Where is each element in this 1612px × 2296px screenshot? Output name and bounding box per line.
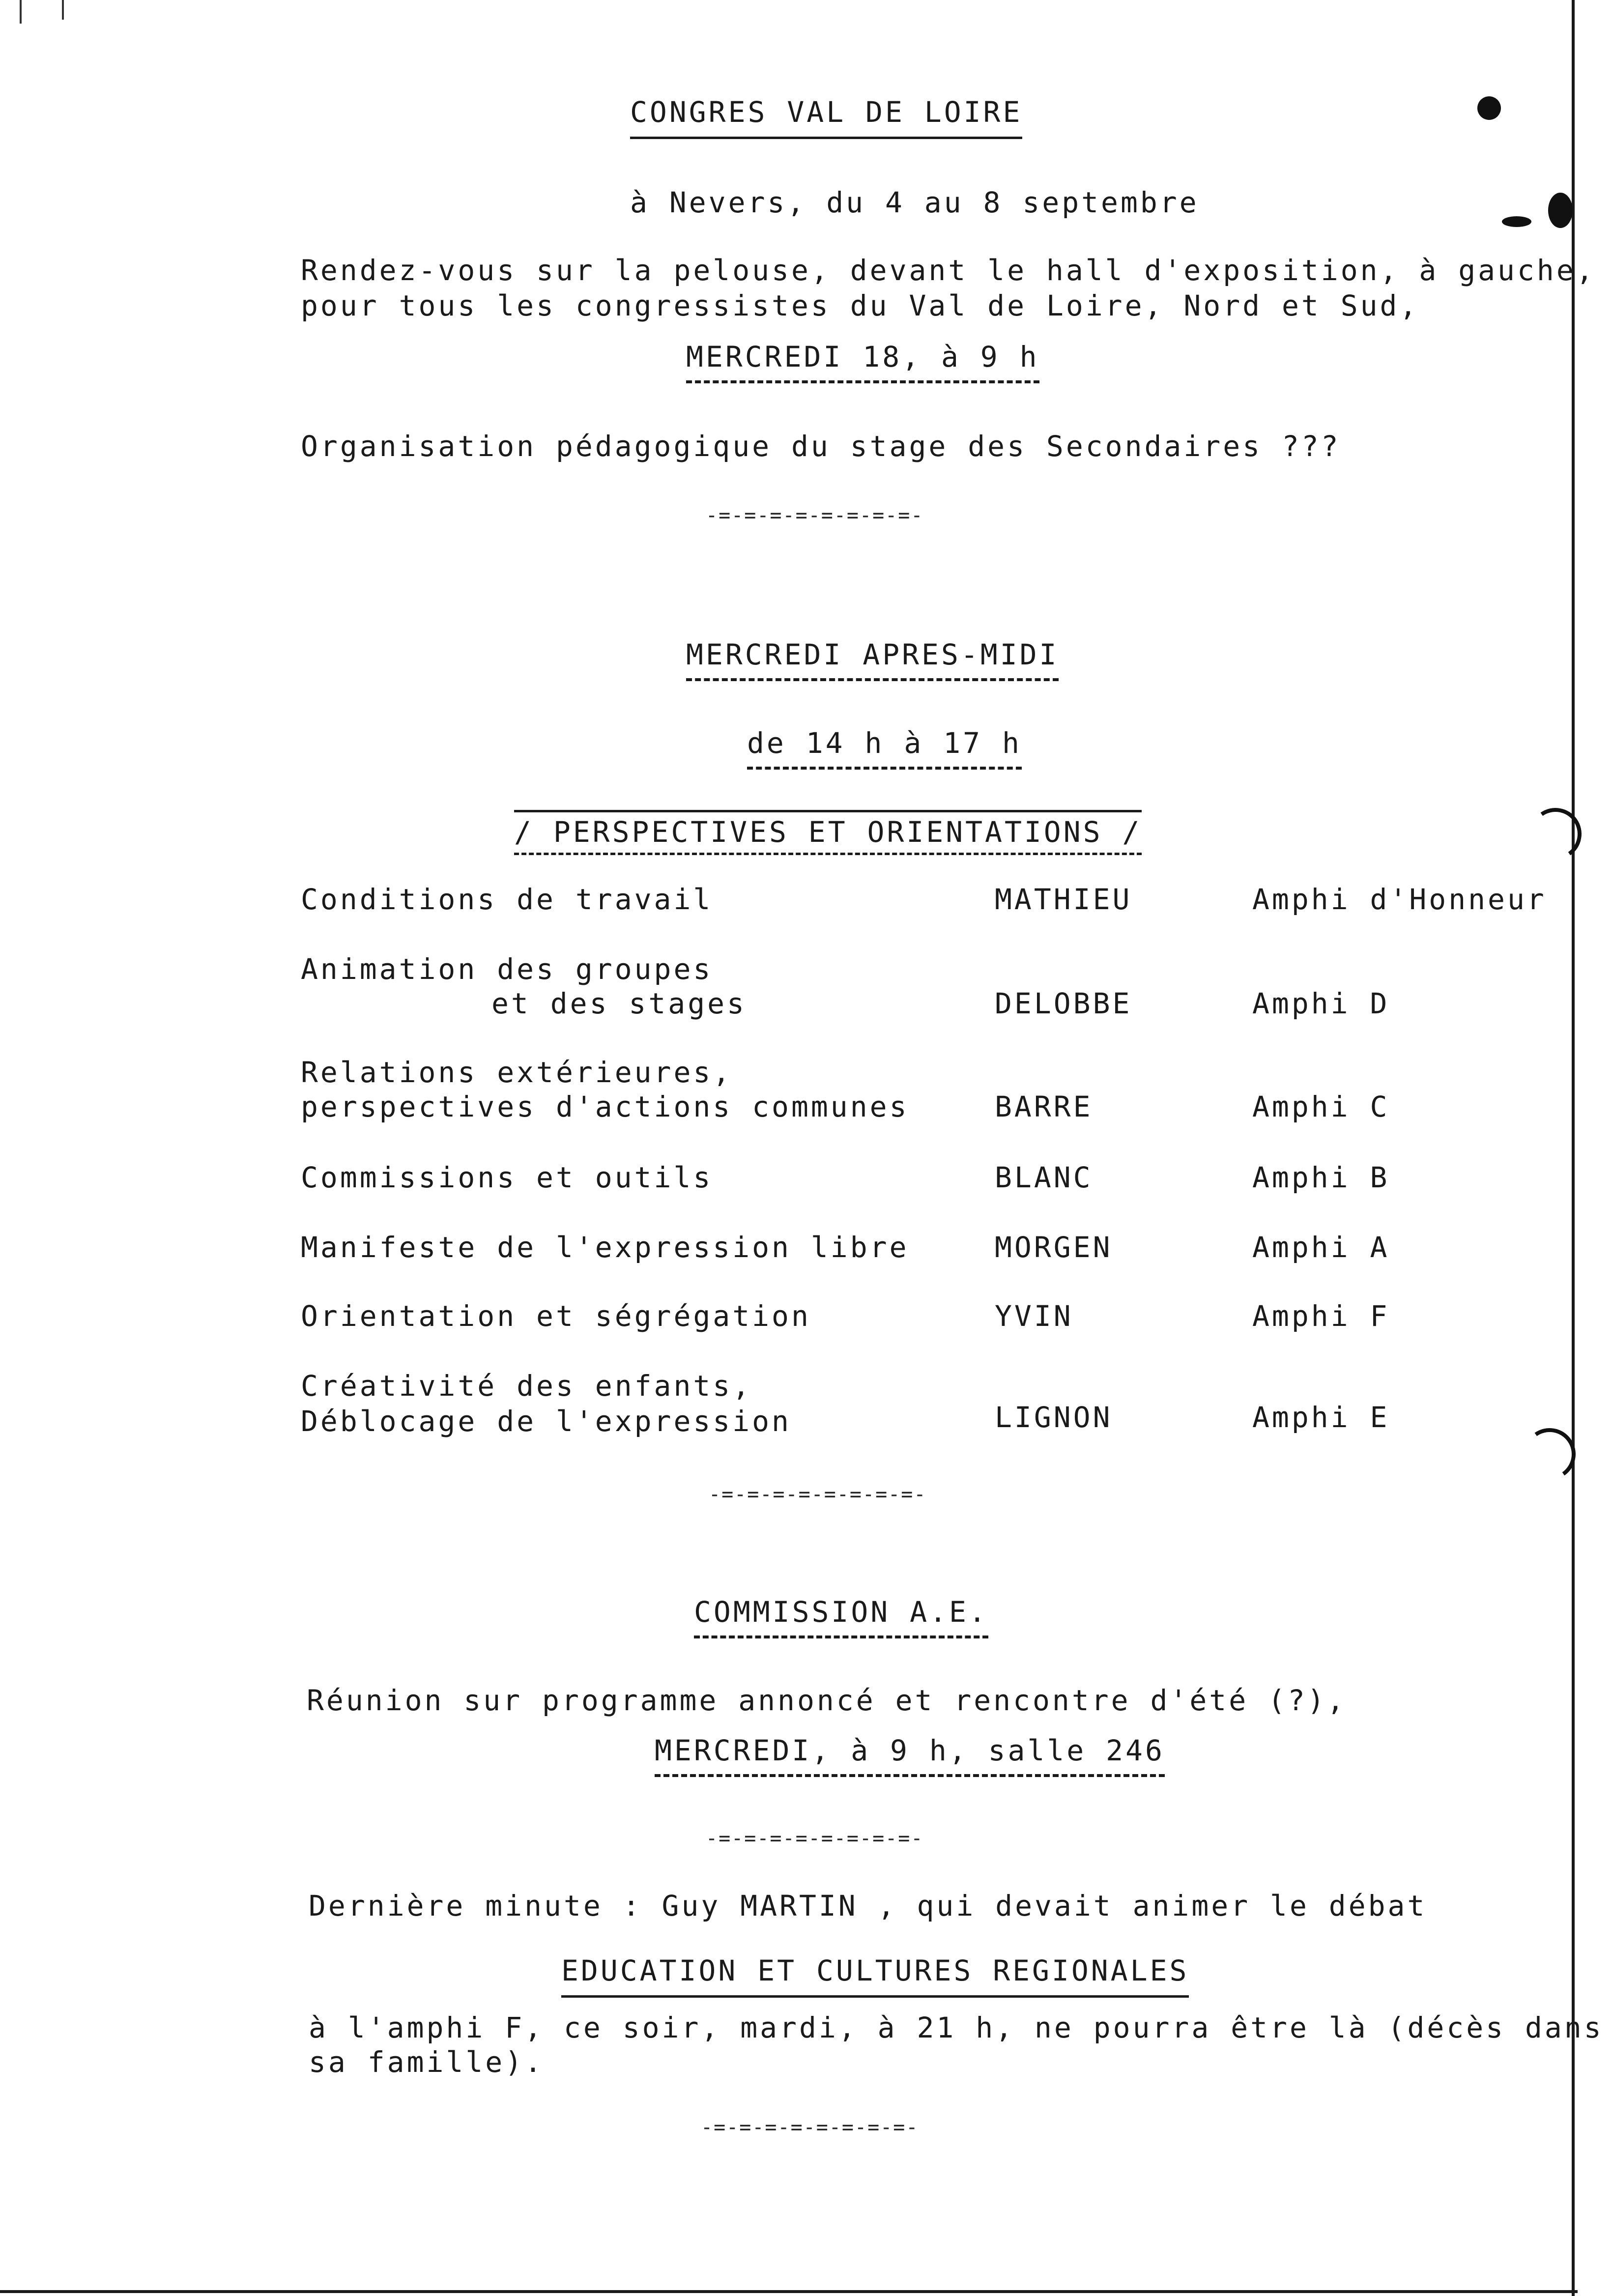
afternoon-hours: de 14 h à 17 h bbox=[747, 725, 1022, 770]
rdv-line-1: Rendez-vous sur la pelouse, devant le hall d'exposition, à gauche, bbox=[301, 254, 1596, 287]
table-row-topic: Animation des groupes bbox=[301, 952, 713, 986]
commission-line: Réunion sur programme annoncé et rencontre d'été (?), bbox=[307, 1684, 1347, 1717]
table-row-room: Amphi B bbox=[1252, 1161, 1390, 1194]
table-row-leader: LIGNON bbox=[995, 1401, 1113, 1434]
table-row-leader: YVIN bbox=[995, 1299, 1073, 1333]
punch-hole-mark bbox=[1520, 1424, 1580, 1485]
commission-when: MERCREDI, à 9 h, salle 246 bbox=[655, 1733, 1165, 1777]
separator: -=-=-=-=-=-=-=-=- bbox=[706, 504, 924, 527]
commission-heading: COMMISSION A.E. bbox=[694, 1594, 988, 1638]
last-minute-line-2: à l'amphi F, ce soir, mardi, à 21 h, ne pourra être là (décès dans bbox=[309, 2011, 1604, 2044]
table-row-topic-line-2: perspectives d'actions communes bbox=[301, 1090, 909, 1123]
table-row-leader: BLANC bbox=[995, 1161, 1093, 1194]
afternoon-theme: / PERSPECTIVES ET ORIENTATIONS / bbox=[514, 810, 1142, 855]
punch-hole-mark bbox=[1526, 804, 1586, 864]
rdv-when: MERCREDI 18, à 9 h bbox=[686, 339, 1039, 383]
table-row-room: Amphi C bbox=[1252, 1090, 1390, 1123]
table-row-room: Amphi A bbox=[1252, 1231, 1390, 1264]
debate-title: EDUCATION ET CULTURES REGIONALES bbox=[561, 1953, 1189, 1998]
table-row-leader: MATHIEU bbox=[995, 883, 1132, 916]
table-row-leader: MORGEN bbox=[995, 1231, 1113, 1264]
last-minute-line-1: Dernière minute : Guy MARTIN , qui devait animer le débat bbox=[309, 1889, 1427, 1923]
table-row-room: Amphi d'Honneur bbox=[1252, 883, 1547, 916]
scan-mark bbox=[20, 0, 22, 24]
page-bottom-edge bbox=[0, 2290, 1578, 2293]
table-row-topic: Relations extérieures, bbox=[301, 1056, 733, 1089]
table-row-room: Amphi D bbox=[1252, 987, 1390, 1020]
table-row-topic: Manifeste de l'expression libre bbox=[301, 1231, 909, 1264]
table-row-leader: BARRE bbox=[995, 1090, 1093, 1123]
separator: -=-=-=-=-=-=-=-=- bbox=[706, 1827, 924, 1850]
table-row-topic: Commissions et outils bbox=[301, 1161, 713, 1194]
ink-blot bbox=[1477, 96, 1501, 120]
table-row-topic: Créativité des enfants, bbox=[301, 1369, 752, 1403]
table-row-room: Amphi F bbox=[1252, 1299, 1390, 1333]
table-row-leader: DELOBBE bbox=[995, 987, 1132, 1020]
last-minute-line-3: sa famille). bbox=[309, 2045, 545, 2079]
table-row-topic-line-2: et des stages bbox=[491, 987, 747, 1020]
page-right-edge bbox=[1572, 0, 1575, 2296]
ink-blot bbox=[1548, 193, 1573, 228]
afternoon-heading: MERCREDI APRES-MIDI bbox=[686, 637, 1059, 681]
scan-mark bbox=[62, 0, 64, 20]
table-row-topic: Conditions de travail bbox=[301, 883, 713, 916]
table-row-topic: Orientation et ségrégation bbox=[301, 1299, 811, 1333]
rdv-line-2: pour tous les congressistes du Val de Loire, Nord et Sud, bbox=[301, 289, 1419, 322]
ink-blot bbox=[1502, 216, 1531, 227]
separator: -=-=-=-=-=-=-=-=- bbox=[709, 1483, 927, 1506]
table-row-topic-line-2: Déblocage de l'expression bbox=[301, 1405, 791, 1438]
page-title: CONGRES VAL DE LOIRE bbox=[630, 94, 1022, 139]
organisation-line: Organisation pédagogique du stage des Secondaires ??? bbox=[301, 430, 1341, 463]
subtitle: à Nevers, du 4 au 8 septembre bbox=[630, 186, 1199, 219]
table-row-room: Amphi E bbox=[1252, 1401, 1390, 1434]
separator: -=-=-=-=-=-=-=-=- bbox=[701, 2116, 919, 2139]
